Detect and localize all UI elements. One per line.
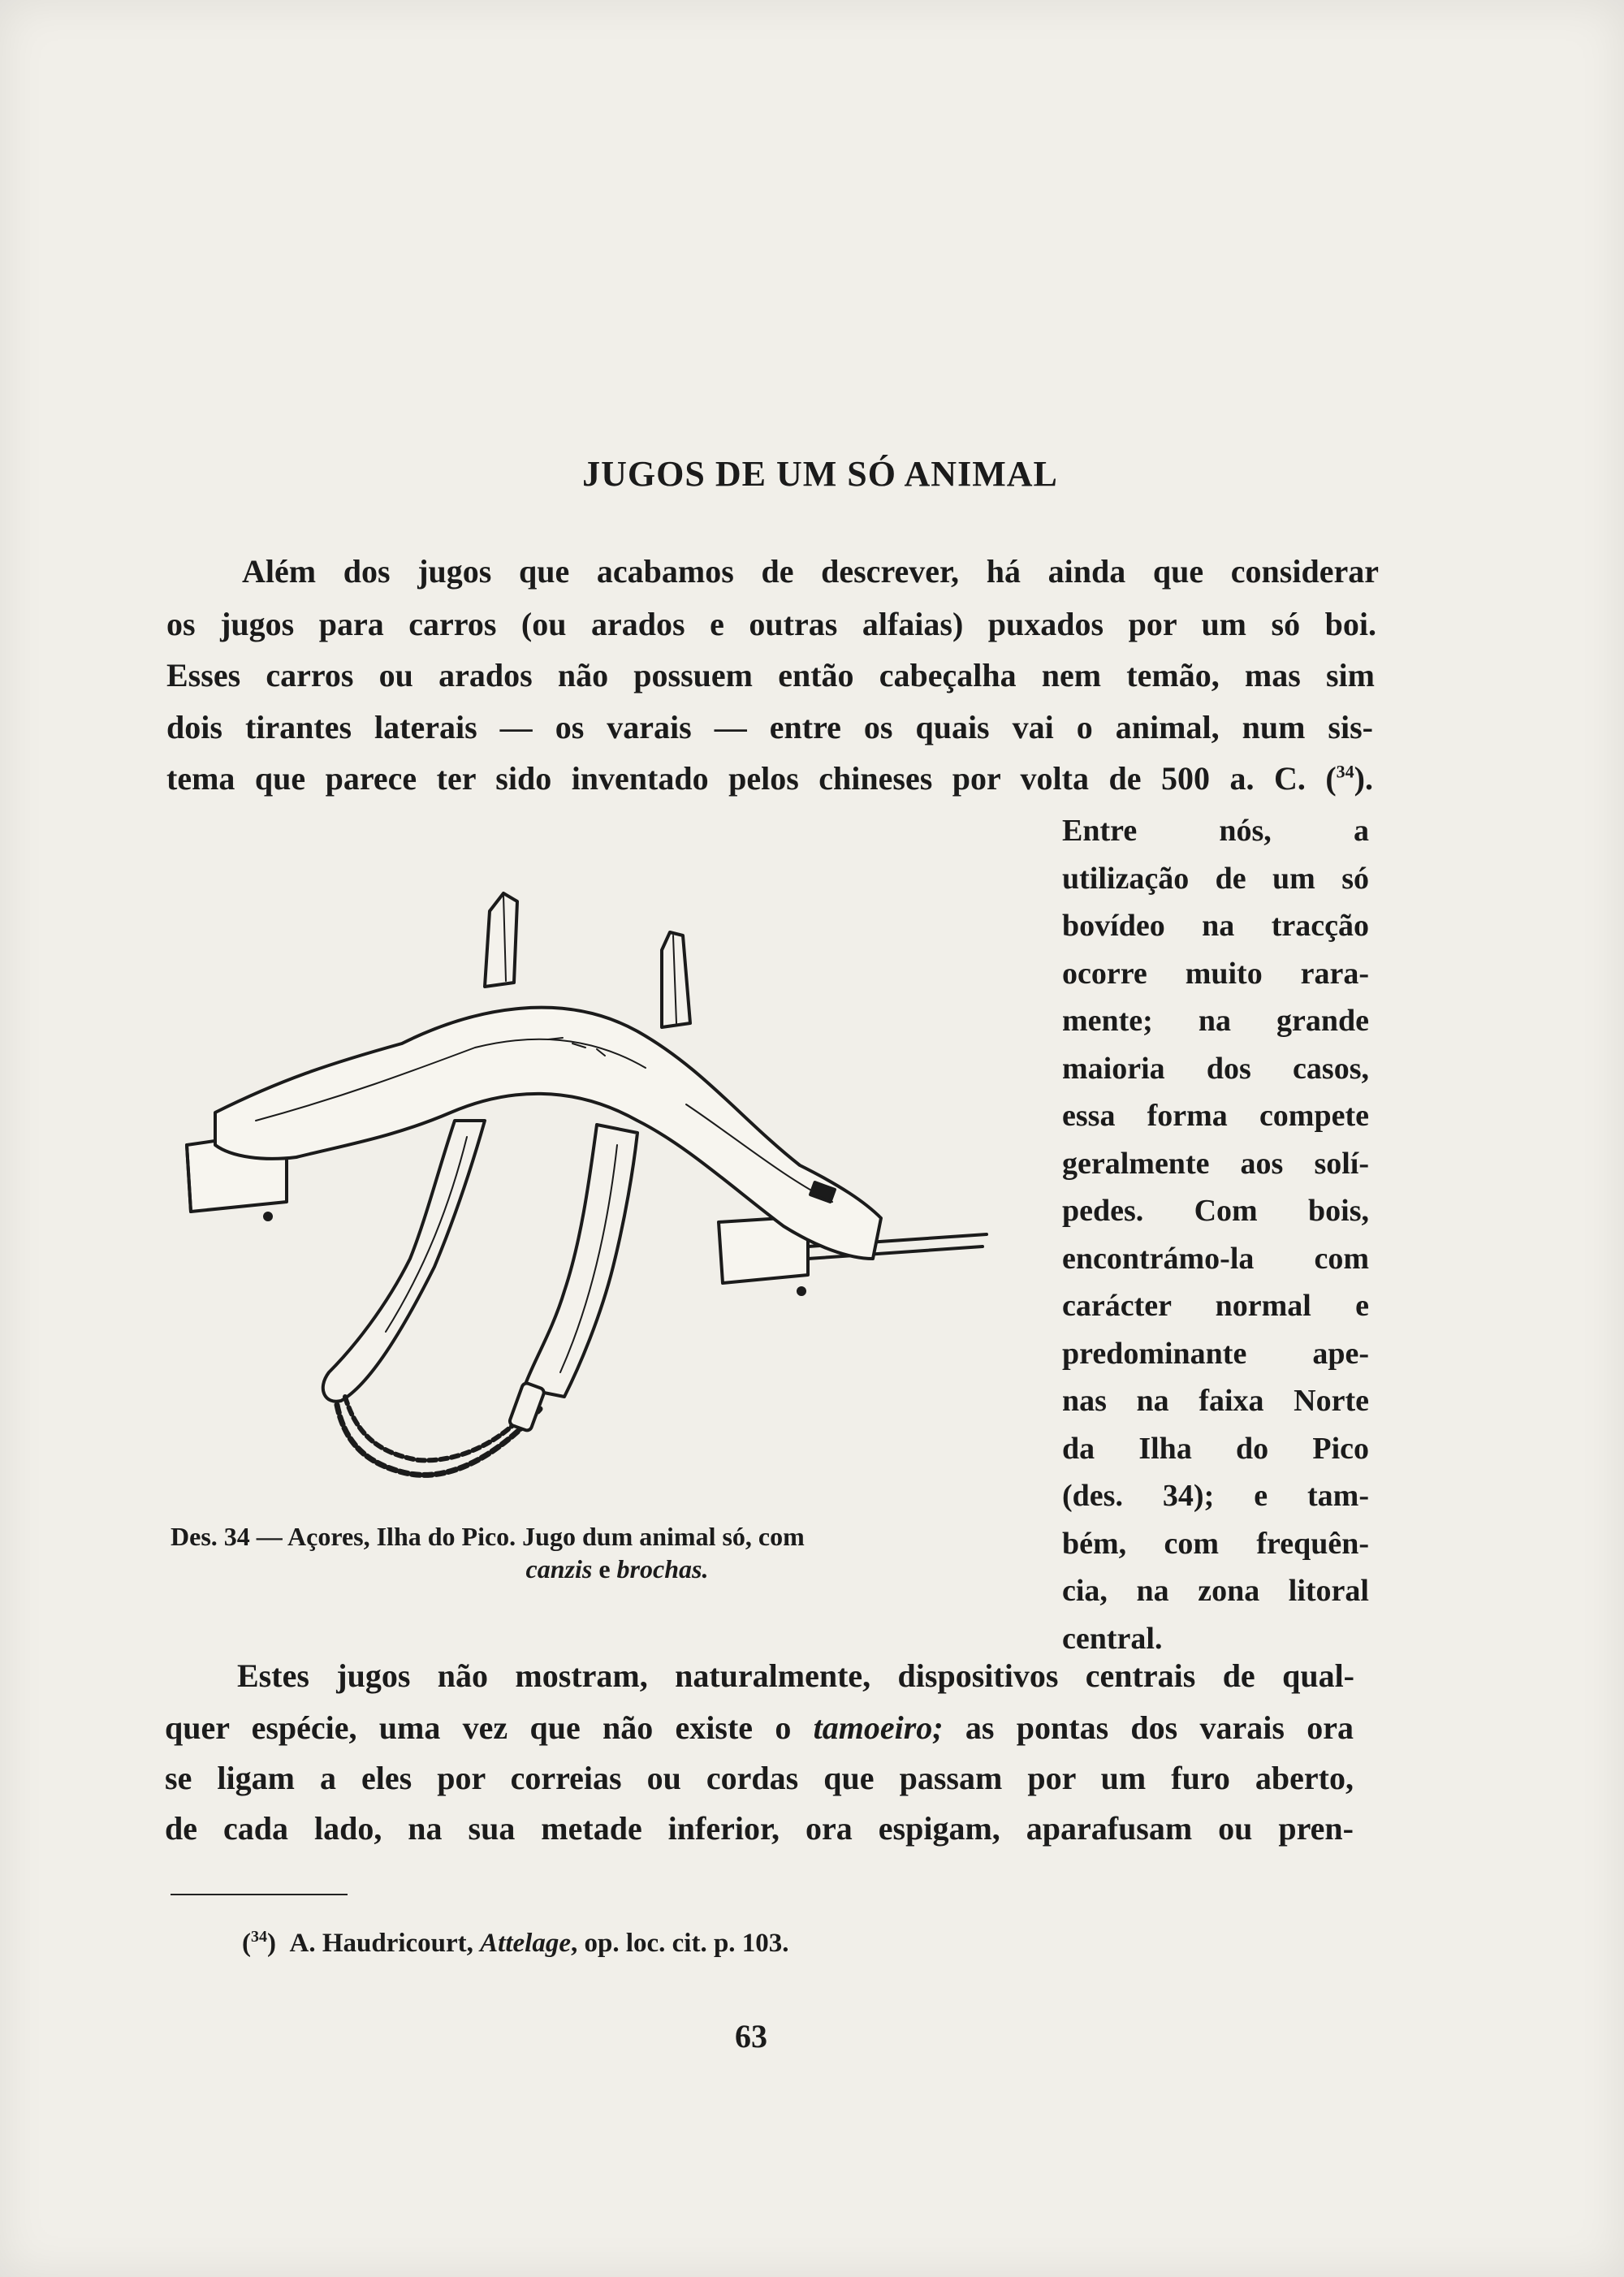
- paragraph-text: ).: [1354, 760, 1373, 797]
- side-line: bovídeo na tracção: [1062, 909, 1369, 943]
- right-canzil: [524, 1125, 637, 1397]
- side-line: mente; na grande: [1062, 1004, 1369, 1038]
- side-line: geralmente aos solí-: [1062, 1146, 1369, 1181]
- section-title: JUGOS DE UM SÓ ANIMAL: [582, 454, 1058, 494]
- paragraph-line: [166, 759, 1373, 797]
- side-line: (des. 34); e tam-: [1062, 1479, 1369, 1513]
- side-line: nas na faixa Norte: [1062, 1384, 1369, 1418]
- paragraph-text: tema que parece ter sido inventado pelos chineses por volta de 500 a. C. (: [166, 760, 1337, 797]
- side-line: carácter normal e: [1062, 1289, 1369, 1323]
- footnote-rule: [171, 1894, 348, 1895]
- yoke-illustration: [183, 877, 1003, 1494]
- paragraph-line: os jugos para carros (ou arados e outras alfaias) puxados por um só boi.: [166, 606, 1376, 642]
- side-line: cia, na zona litoral: [1062, 1574, 1369, 1608]
- paragraph-line: Esses carros ou arados não possuem então cabeçalha nem temão, mas sim: [166, 657, 1375, 693]
- paragraph-line: Além dos jugos que acabamos de descrever, há ainda que considerar: [242, 553, 1379, 590]
- footnote-citation: , op. loc. cit. p. 103.: [570, 1929, 789, 1958]
- side-line: predominante ape-: [1062, 1336, 1369, 1371]
- side-line: da Ilha do Pico: [1062, 1431, 1369, 1466]
- footnote-author: A. Haudricourt,: [289, 1929, 481, 1958]
- paragraph-line: [165, 1709, 1354, 1747]
- side-column-text: [1062, 807, 1369, 1662]
- side-line: utilização de um só: [1062, 861, 1369, 896]
- side-line: central.: [1062, 1621, 1163, 1656]
- yoke-beam: [215, 1008, 881, 1259]
- paragraph-line: Estes jugos não mostram, naturalmente, dispositivos centrais de qual-: [237, 1657, 1354, 1694]
- paragraph-text: quer espécie, uma vez que não existe o: [165, 1709, 814, 1746]
- caption-conjunction: e: [592, 1554, 617, 1584]
- side-line: maioria dos casos,: [1062, 1051, 1369, 1086]
- side-line: essa forma compete: [1062, 1099, 1369, 1133]
- figure-caption: [171, 1520, 999, 1585]
- left-peg: [485, 893, 517, 987]
- caption-line-2: [171, 1553, 999, 1585]
- paragraph-term: tamoeiro;: [813, 1709, 944, 1746]
- paragraph-line: se ligam a eles por correias ou cordas que passam por um furo aberto,: [165, 1760, 1354, 1796]
- side-line: Entre nós, a: [1062, 814, 1369, 848]
- caption-line-1: Des. 34 — Açores, Ilha do Pico. Jugo dum animal só, com: [171, 1522, 805, 1551]
- paragraph-line: dois tirantes laterais — os varais — entre os quais vai o animal, num sis-: [166, 709, 1373, 745]
- footnote-work: Attelage: [480, 1929, 571, 1958]
- footnote-reference: 34: [1336, 761, 1354, 782]
- page-number: 63: [735, 2018, 767, 2054]
- side-line: pedes. Com bois,: [1062, 1194, 1369, 1228]
- side-line: encontrámo-la com: [1062, 1241, 1369, 1276]
- side-line: ocorre muito rara-: [1062, 956, 1369, 991]
- footnote-marker: 34: [251, 1928, 267, 1946]
- paragraph-text: as pontas dos varais ora: [943, 1709, 1354, 1746]
- paragraph-line: de cada lado, na sua metade inferior, ora espigam, aparafusam ou pren-: [165, 1810, 1354, 1847]
- footnote: ($^{34}$) A. Haudricourt, Attelage, op. loc. cit. p. 103.: [242, 1928, 789, 1958]
- caption-term: brochas.: [616, 1554, 709, 1584]
- caption-term: canzis: [525, 1554, 593, 1584]
- side-line: bém, com frequên-: [1062, 1526, 1369, 1561]
